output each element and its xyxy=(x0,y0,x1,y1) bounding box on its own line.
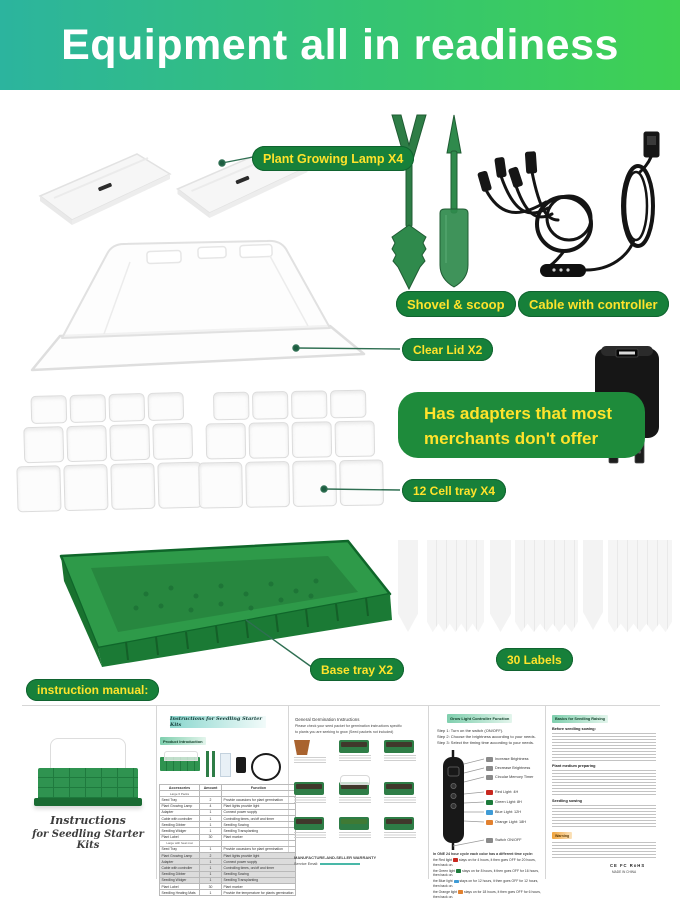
table-cell: Plant lights provide light xyxy=(222,803,296,809)
plant-label-stake xyxy=(398,540,418,632)
page-divider xyxy=(428,705,429,879)
cycle-line: the Green light stays on for 8 hours, it then goes OFF for 16 hours, then back on. xyxy=(433,868,540,878)
table-cell: 1 xyxy=(200,846,222,852)
controller-step1: Step 1: Turn on the switch (ON/OFF). xyxy=(437,728,504,733)
table-cell: Seedling Heating Mats xyxy=(160,890,200,896)
adapter-note-box xyxy=(398,392,645,458)
legend-swatch xyxy=(486,757,493,762)
paragraph-skeleton xyxy=(552,770,656,796)
table-cell: Plant Label xyxy=(160,884,200,890)
table-cell: Controlling times, on/off and timer xyxy=(222,815,296,821)
paragraph-skeleton xyxy=(552,733,656,761)
cable-controller-image xyxy=(476,128,672,286)
table-cell: Cable with controller xyxy=(160,815,200,821)
table-cell: Plant Growing Lamp xyxy=(160,853,200,859)
table-cell: Provide the temperature for plants germination xyxy=(222,890,296,896)
table-cell: Plant marker xyxy=(222,834,296,840)
service-email-redacted xyxy=(320,863,360,866)
switch-label: Switch ON/OFF xyxy=(495,838,522,843)
switch-label-row xyxy=(486,838,522,843)
made-in-text: MADE IN CHINA xyxy=(612,870,637,874)
table-cell: Plant Label xyxy=(160,834,200,840)
legend-item xyxy=(486,820,526,825)
warranty-text: MANUFACTURE-AND-SELLER WARRANTY xyxy=(294,855,377,860)
grow-lamp-image-1 xyxy=(32,148,177,228)
base-tray-image xyxy=(16,536,392,668)
germination-title: General Germination Instructions xyxy=(295,717,360,722)
legend-item xyxy=(486,775,533,780)
table-cell: Accessories xyxy=(160,785,200,791)
labels-callout-label: 30 Labels xyxy=(496,648,573,671)
germination-steps-row3 xyxy=(294,812,426,838)
manual-cover-title-line2: for Seedling Starter Kits xyxy=(32,829,144,851)
cycle-title: In ONE 24 hour cycle each color has a different time cycle: xyxy=(433,852,534,856)
table-cell: Seedling Sowing xyxy=(222,822,296,828)
controller-function-chip: Grow Light Controller Function xyxy=(447,714,512,723)
table-cell: Amount xyxy=(200,785,222,791)
cycle-line: the Blue light stays on for 12 hours, it then goes OFF for 12 hours, then back on. xyxy=(433,879,539,888)
table-cell: Large 6 Packs xyxy=(160,791,200,797)
table-cell: 1 xyxy=(200,828,222,834)
manual-components-image xyxy=(158,749,284,781)
cell-tray-image-1 xyxy=(15,392,203,513)
cable-callout-label: Cable with controller xyxy=(518,291,669,317)
table-cell: Provide occasions for plant germination xyxy=(222,797,296,803)
warning-chip: Warning xyxy=(552,832,572,839)
germination-steps-row1 xyxy=(294,740,426,763)
table-cell: 2 xyxy=(200,797,222,803)
table-cell: 1 xyxy=(200,877,222,883)
table-cell: Provide occasions for plant germination xyxy=(222,846,296,852)
table-cell: 1 xyxy=(200,871,222,877)
table-cell: Large with heat mat xyxy=(160,840,200,846)
legend-label: Red Light: 4H xyxy=(495,790,519,795)
lid-callout-label: Clear Lid X2 xyxy=(402,338,493,361)
table-cell: 1 xyxy=(200,815,222,821)
manual-cover-kit-image xyxy=(38,738,138,810)
table-cell: 30 xyxy=(200,884,222,890)
plant-label-stack xyxy=(515,540,578,635)
legend-label: Decrease Brightness xyxy=(495,766,531,771)
cycle-lines xyxy=(433,858,541,899)
legend-label: Circular Memory Timer xyxy=(495,775,534,780)
germination-note2: to plants you are seeking to grow (Seed packets not included) xyxy=(295,729,394,734)
clear-lid-image xyxy=(12,240,372,380)
germination-note1: Please check your seed packet for germination instructions specific xyxy=(295,724,402,728)
table-cell: Seedling Transplanting xyxy=(222,828,296,834)
legend-item xyxy=(486,810,521,815)
table-cell: 30 xyxy=(200,834,222,840)
table-cell: Seedling Sowing xyxy=(222,871,296,877)
legend-item xyxy=(486,790,518,795)
base-tray-callout-label: Base tray X2 xyxy=(310,658,404,681)
product-introduction-chip: Product Introduction xyxy=(160,737,206,745)
service-email-label: Service Email: xyxy=(294,862,319,866)
table-cell: 1 xyxy=(200,822,222,828)
cell-tray-callout-label: 12 Cell tray X4 xyxy=(402,479,506,502)
paragraph-skeleton xyxy=(552,842,656,858)
page-title: Equipment all in readiness xyxy=(61,20,619,69)
plant-label-stack xyxy=(608,540,672,635)
seedling-basics-chip: Basics for Seedling Raising xyxy=(552,715,608,723)
section-head-2: Plant medium preparing xyxy=(552,764,596,768)
legend-label: Blue Light: 12H xyxy=(495,810,521,815)
table-cell: 2 xyxy=(200,853,222,859)
table-cell: Connect power supply xyxy=(222,859,296,865)
shovel-scoop-image xyxy=(386,113,476,291)
legend-swatch xyxy=(486,800,493,805)
legend-item xyxy=(486,800,522,805)
table-cell: 1 xyxy=(200,809,222,815)
cycle-line: the Red light stays on for 4 hours, it then goes OFF for 20 hours, then back on. xyxy=(433,858,536,867)
table-cell: Connect power supply xyxy=(222,809,296,815)
shovel-callout-label: Shovel & scoop xyxy=(396,291,516,317)
table-cell: 1 xyxy=(200,865,222,871)
table-cell: Function xyxy=(222,785,296,791)
certification-marks: CE FC RoHS xyxy=(610,863,646,868)
table-row xyxy=(160,890,296,896)
table-cell: Seedling Dibber xyxy=(160,822,200,828)
paragraph-skeleton xyxy=(552,805,656,829)
lamp-callout-label: Plant Growing Lamp X4 xyxy=(252,146,414,171)
table-cell: Controlling times, on/off and timer xyxy=(222,865,296,871)
table-cell: 1 xyxy=(200,890,222,896)
legend-label: Increase Brightness xyxy=(495,757,529,762)
table-cell: Seedling Transplanting xyxy=(222,877,296,883)
legend-swatch xyxy=(486,790,493,795)
manual-strip-top-border xyxy=(22,705,660,706)
legend-swatch xyxy=(486,820,493,825)
table-cell: Seedling Widger xyxy=(160,877,200,883)
service-email-row xyxy=(294,862,360,866)
table-cell: Adapter xyxy=(160,809,200,815)
table-cell: Seedling Dibber xyxy=(160,871,200,877)
plant-label-stake xyxy=(490,540,511,632)
table-cell: Seedling Widger xyxy=(160,828,200,834)
legend-swatch xyxy=(486,810,493,815)
plant-label-stack xyxy=(427,540,484,635)
section-head-3: Seedling sowing xyxy=(552,799,582,803)
legend-item xyxy=(486,766,530,771)
switch-swatch xyxy=(486,838,493,843)
legend-swatch xyxy=(486,766,493,771)
table-cell: Adapter xyxy=(160,859,200,865)
table-cell: Seed Tray xyxy=(160,846,200,852)
table-cell: Plant lights provide light xyxy=(222,853,296,859)
table-cell: 4 xyxy=(200,803,222,809)
table-cell: Cable with controller xyxy=(160,865,200,871)
legend-label: Green Light: 8H xyxy=(495,800,522,805)
legend-label: Orange Light: 18H xyxy=(495,820,527,825)
table-cell: Seed Tray xyxy=(160,797,200,803)
cell-tray-image-2 xyxy=(197,389,384,508)
plant-label-stake xyxy=(583,540,603,630)
controller-step2: Step 2: Choose the brightness according to your needs. xyxy=(437,733,536,739)
accessories-table xyxy=(159,784,296,896)
section-head-1: Before seedling sowing: xyxy=(552,727,596,731)
controller-steps xyxy=(437,728,536,745)
legend-item xyxy=(486,757,529,762)
germination-steps-row2 xyxy=(294,775,426,803)
table-cell: 1 xyxy=(200,859,222,865)
table-cell: Plant Growing Lamp xyxy=(160,803,200,809)
cycle-line: the Orange light stays on for 18 hours, it then goes OFF for 6 hours, then back on. xyxy=(433,890,541,899)
instruction-manual-label: instruction manual: xyxy=(26,679,159,701)
adapter-note-line1: Has adapters that most xyxy=(424,404,612,423)
table-cell: Plant marker xyxy=(222,884,296,890)
page-divider xyxy=(156,705,157,879)
manual-cover-title-line1: Instructions xyxy=(50,814,126,827)
adapter-note-line2: merchants don't offer xyxy=(424,429,599,448)
legend-swatch xyxy=(486,775,493,780)
controller-step3: Step 3: Select the timing time according to your needs. xyxy=(437,739,534,745)
manual-page2-header: Instructions for Seedling Starter Kits xyxy=(170,716,266,728)
header-banner xyxy=(0,0,680,90)
